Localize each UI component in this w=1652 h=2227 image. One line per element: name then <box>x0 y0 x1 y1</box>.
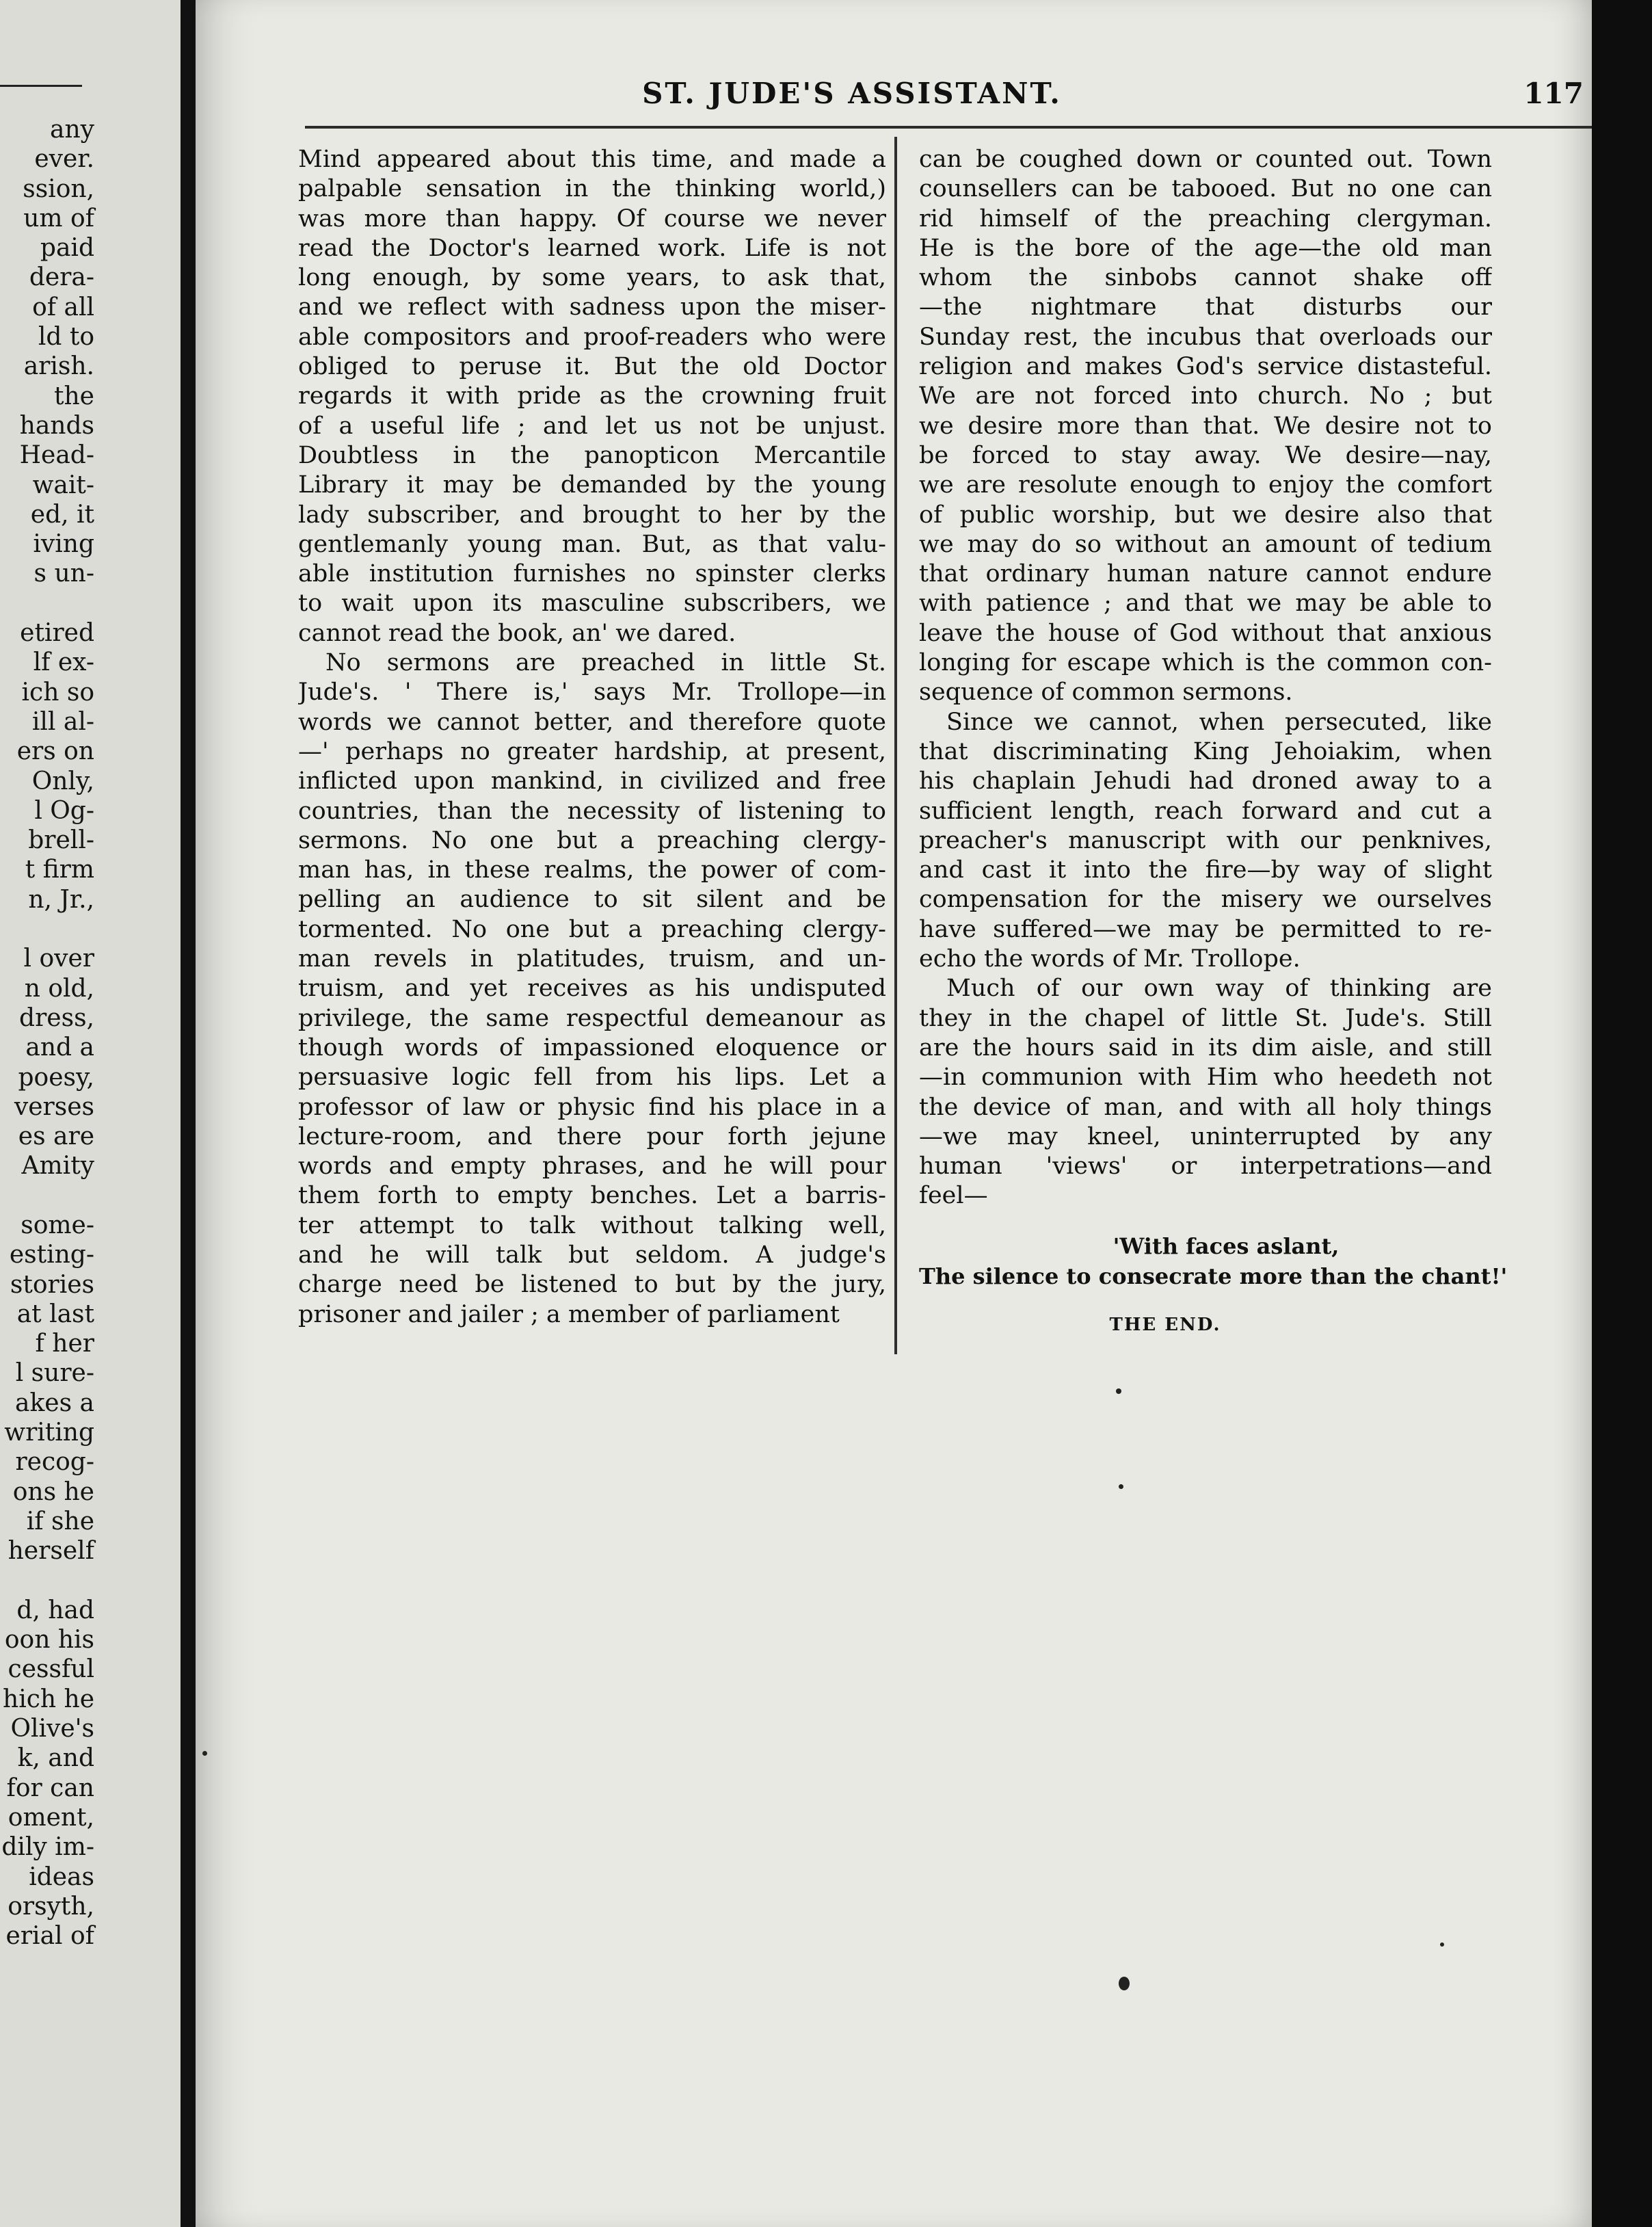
left-page-line: ld to <box>38 323 94 352</box>
text-line: charge need be listened to but by the jury, <box>298 1271 886 1299</box>
verse-line-2: The silence to consecrate more than the chant!' <box>919 1263 1508 1289</box>
left-page-line: paid <box>40 234 94 263</box>
left-page-line <box>0 1181 94 1211</box>
text-line: —' perhaps no greater hardship, at present, <box>298 737 886 765</box>
scan-right-edge <box>1592 0 1652 2227</box>
text-line: man has, in these realms, the power of com- <box>298 856 886 884</box>
book-gutter <box>181 0 196 2227</box>
text-line: that ordinary human nature cannot endure <box>919 560 1492 588</box>
left-page-line: k, and <box>17 1744 94 1773</box>
text-line: lecture-room, and there pour forth jejune <box>298 1122 886 1150</box>
left-page-line: hich he <box>3 1685 94 1713</box>
text-line: countries, than the necessity of listening to <box>298 797 886 825</box>
text-line: preacher's manuscript with our penknives, <box>919 826 1492 854</box>
left-page-line <box>0 589 94 618</box>
left-page-line: dily im- <box>1 1833 94 1862</box>
text-line: rid himself of the preaching clergyman. <box>919 205 1492 233</box>
left-page-line: oment, <box>8 1803 94 1832</box>
text-line: of public worship, but we desire also that <box>919 501 1492 529</box>
text-line: though words of impassioned eloquence or <box>298 1033 886 1062</box>
text-column-left <box>298 145 886 1330</box>
left-page-line: orsyth, <box>8 1892 94 1921</box>
text-line: regards it with pride as the crowning fruit <box>298 382 886 410</box>
left-page-line: poesy, <box>18 1063 94 1092</box>
running-title: ST. JUDE'S ASSISTANT. <box>642 77 1062 110</box>
text-line: He is the bore of the age—the old man <box>919 234 1492 262</box>
text-line: we are resolute enough to enjoy the comfort <box>919 471 1492 499</box>
left-page-line: ich so <box>21 678 94 707</box>
text-line: human 'views' or interpetrations—and <box>919 1152 1492 1181</box>
left-page-line: l Og- <box>34 796 94 825</box>
text-line: No sermons are preached in little St. <box>325 649 886 677</box>
text-line: —we may kneel, uninterrupted by any <box>919 1122 1492 1150</box>
left-page-line: n, Jr., <box>28 885 94 914</box>
text-line: sequence of common sermons. <box>919 678 1293 707</box>
text-line: —in communion with Him who heedeth not <box>919 1064 1492 1092</box>
text-line: compensation for the misery we ourselves <box>919 886 1492 914</box>
text-line: tormented. No one but a preaching clergy- <box>298 915 886 943</box>
closing-verse <box>919 1231 1508 1291</box>
text-line: feel— <box>919 1182 988 1210</box>
left-page-text-column <box>0 115 94 1951</box>
text-line: able compositors and proof-readers who were <box>298 323 886 351</box>
left-page-head-rule <box>0 85 82 87</box>
text-line: Much of our own way of thinking are <box>946 975 1492 1003</box>
text-line: we may do so without an amount of tedium <box>919 530 1492 558</box>
text-line: the device of man, and with all holy things <box>919 1093 1492 1121</box>
left-page-line: cessful <box>8 1655 94 1684</box>
text-line: read the Doctor's learned work. Life is not <box>298 234 886 262</box>
left-page-line: hands <box>19 411 94 440</box>
left-page-line: Amity <box>21 1152 94 1181</box>
left-page-line: of all <box>32 293 94 321</box>
text-line: and he will talk but seldom. A judge's <box>298 1241 886 1269</box>
left-page-line: writing <box>4 1419 94 1447</box>
text-line: Sunday rest, the incubus that overloads our <box>919 323 1492 351</box>
text-line: words we cannot better, and therefore quote <box>298 708 886 736</box>
text-line: longing for escape which is the common con- <box>919 649 1492 677</box>
left-page-line: l over <box>23 945 94 973</box>
text-line: Library it may be demanded by the young <box>298 471 886 499</box>
text-line: pelling an audience to sit silent and be <box>298 886 886 914</box>
text-line: with patience ; and that we may be able to <box>919 590 1492 618</box>
paper-speck <box>202 1751 207 1756</box>
text-line: truism, and yet receives as his undisputed <box>298 975 886 1003</box>
paper-speck <box>1440 1942 1444 1947</box>
the-end-mark: THE END. <box>1109 1315 1221 1335</box>
column-divider <box>894 137 897 1354</box>
left-page-line: ers on <box>16 737 94 766</box>
left-page-line: d, had <box>16 1596 94 1624</box>
verse-line-1: 'With faces aslant, <box>1113 1233 1340 1259</box>
left-page-line: es are <box>18 1122 94 1151</box>
left-page-line: the <box>54 382 94 410</box>
text-line: Since we cannot, when persecuted, like <box>946 708 1492 736</box>
left-page-line <box>0 1566 94 1596</box>
left-page-line: ssion, <box>23 174 94 203</box>
text-line: cannot read the book, an' we dared. <box>298 619 736 647</box>
left-page-line: wait- <box>32 471 94 499</box>
text-line: man revels in platitudes, truism, and un- <box>298 945 886 973</box>
text-line: words and empty phrases, and he will pour <box>298 1152 886 1181</box>
left-page-line: akes a <box>15 1388 94 1417</box>
text-line: inflicted upon mankind, in civilized and free <box>298 767 886 795</box>
left-page-fragment <box>0 0 181 2227</box>
left-page-line: arish. <box>23 352 94 381</box>
left-page-line: etired <box>20 619 94 648</box>
left-page-line: recog- <box>15 1448 94 1477</box>
left-page-line: n old, <box>24 974 94 1003</box>
head-rule <box>305 126 1592 129</box>
text-line: Doubtless in the panopticon Mercantile <box>298 441 886 469</box>
text-line: lady subscriber, and brought to her by the <box>298 501 886 529</box>
left-page-line: brell- <box>28 826 94 855</box>
left-page-line: and a <box>25 1033 94 1062</box>
text-line: sufficient length, reach forward and cut a <box>919 797 1492 825</box>
right-page <box>196 0 1592 2227</box>
left-page-line: dress, <box>19 1003 94 1032</box>
text-line: Mind appeared about this time, and made a <box>298 146 886 173</box>
left-page-line: herself <box>8 1537 94 1566</box>
left-page-line: dera- <box>29 263 94 292</box>
text-line: prisoner and jailer ; a member of parliament <box>298 1300 840 1328</box>
left-page-line: ideas <box>29 1862 94 1891</box>
text-line: them forth to empty benches. Let a barris- <box>298 1182 886 1210</box>
left-page-line: ill al- <box>31 707 94 736</box>
text-line: his chaplain Jehudi had droned away to a <box>919 767 1492 795</box>
text-line: gentlemanly young man. But, as that valu- <box>298 530 886 558</box>
text-line: professor of law or physic find his place in a <box>298 1093 886 1121</box>
text-line: can be coughed down or counted out. Town <box>919 146 1492 173</box>
left-page-line: l sure- <box>15 1359 94 1388</box>
left-page-line: ever. <box>34 145 94 174</box>
text-line: long enough, by some years, to ask that, <box>298 264 886 292</box>
text-line: echo the words of Mr. Trollope. <box>919 945 1301 973</box>
text-line: be forced to stay away. We desire—nay, <box>919 441 1492 469</box>
text-line: Jude's. ' There is,' says Mr. Trollope—in <box>298 678 886 707</box>
left-page-line: Olive's <box>10 1715 94 1743</box>
text-line: persuasive logic fell from his lips. Let a <box>298 1064 886 1092</box>
text-line: leave the house of God without that anxious <box>919 619 1492 647</box>
text-line: to wait upon its masculine subscribers, we <box>298 590 886 618</box>
left-page-line: ed, it <box>30 500 94 529</box>
text-line: whom the sinbobs cannot shake off <box>919 264 1492 292</box>
text-line: obliged to peruse it. But the old Doctor <box>298 353 886 381</box>
left-page-line: Head- <box>19 441 94 470</box>
text-line: ter attempt to talk without talking well, <box>298 1211 886 1239</box>
left-page-line: if she <box>26 1507 94 1536</box>
left-page-line: s un- <box>34 559 94 588</box>
left-page-line: at last <box>16 1300 94 1328</box>
text-line: was more than happy. Of course we never <box>298 205 886 233</box>
text-line: of a useful life ; and let us not be unjust. <box>298 412 886 440</box>
paper-speck <box>1119 1484 1123 1489</box>
text-line: and we reflect with sadness upon the miser- <box>298 293 886 321</box>
left-page-line: f her <box>35 1330 94 1358</box>
text-line: and cast it into the fire—by way of slight <box>919 856 1492 884</box>
text-line: sermons. No one but a preaching clergy- <box>298 826 886 854</box>
paper-speck <box>1119 1977 1130 1990</box>
paper-speck <box>1116 1388 1121 1394</box>
left-page-line: Only, <box>31 767 94 795</box>
left-page-line: iving <box>33 530 94 559</box>
left-page-line: t firm <box>25 856 94 884</box>
left-page-line: esting- <box>9 1241 94 1269</box>
left-page-line: lf ex- <box>33 648 94 677</box>
left-page-line: verses <box>14 1092 94 1121</box>
text-line: We are not forced into church. No ; but <box>919 382 1492 410</box>
left-page-line: erial of <box>5 1922 94 1951</box>
text-column-right <box>919 145 1492 1211</box>
left-page-line <box>0 914 94 944</box>
text-line: we desire more than that. We desire not to <box>919 412 1492 440</box>
text-line: counsellers can be tabooed. But no one can <box>919 175 1492 203</box>
text-line: have suffered—we may be permitted to re- <box>919 915 1492 943</box>
text-line: they in the chapel of little St. Jude's. Still <box>919 1004 1492 1032</box>
text-line: palpable sensation in the thinking world,) <box>298 175 886 203</box>
text-line: are the hours said in its dim aisle, and still <box>919 1033 1492 1062</box>
left-page-line: ons he <box>12 1477 94 1506</box>
left-page-line: um of <box>23 204 94 233</box>
left-page-line: any <box>50 116 94 144</box>
left-page-line: some- <box>21 1211 94 1239</box>
left-page-line: for can <box>6 1774 94 1802</box>
text-line: able institution furnishes no spinster clerks <box>298 560 886 588</box>
left-page-line: stories <box>10 1270 94 1299</box>
text-line: privilege, the same respectful demeanour as <box>298 1004 886 1032</box>
text-line: religion and makes God's service distasteful. <box>919 353 1492 381</box>
page-number: 117 <box>1523 77 1584 110</box>
running-head <box>312 77 1584 124</box>
left-page-line: oon his <box>4 1626 94 1655</box>
text-line: —the nightmare that disturbs our <box>919 293 1492 321</box>
text-line: that discriminating King Jehoiakim, when <box>919 737 1492 765</box>
